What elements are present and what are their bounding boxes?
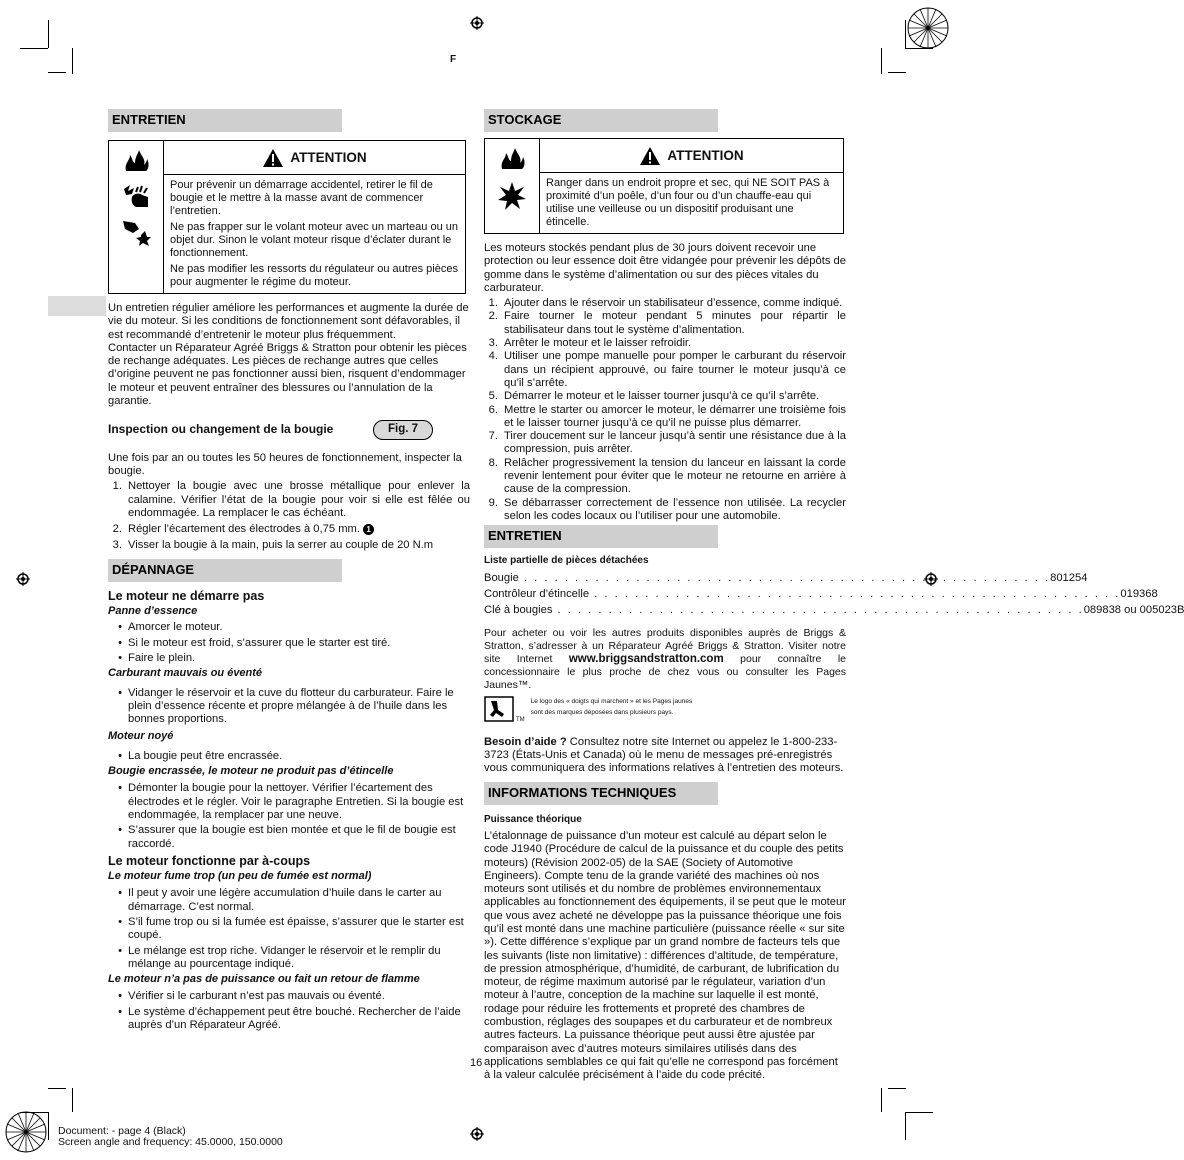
list-item: • S’assurer que la bougie est bien montée et que le fil de bougie est raccordé. <box>118 824 456 850</box>
inspection-heading-row <box>108 420 433 439</box>
list-item: 1. Ajouter dans le réservoir un stabilisateur d’essence, comme indiqué. <box>488 297 843 310</box>
bougie-list <box>108 782 470 850</box>
list-item: • Si le moteur est froid, s’assurer que le starter est tiré. <box>118 636 391 649</box>
crop-mark <box>881 1088 882 1112</box>
footer-doc-info: Document: - page 4 (Black) Screen angle and frequency: 45.0000, 150.0000 <box>58 1125 283 1148</box>
warning-icons <box>485 139 540 233</box>
list-item: • Il peut y avoir une légère accumulation d’huile dans le carter au démarrage. C’est normal. <box>118 887 442 913</box>
page-number: 16 <box>470 1057 483 1069</box>
list-item: 2. Régler l’écartement des électrodes à 0,75 mm. 1 <box>108 523 470 536</box>
crop-mark <box>881 48 882 74</box>
warning-icons <box>109 141 164 293</box>
entretien-heading: ENTRETIEN <box>108 109 342 132</box>
fig-7-badge: Fig. 7 <box>373 420 433 439</box>
list-item: • Amorcer le moteur. <box>118 621 223 634</box>
side-tab-marker <box>48 296 106 316</box>
list-item: 9. Se débarrasser correctement de l’essence non utilisée. La recycler selon les codes locaux ou l’utiliser pour une automobile. <box>488 496 846 522</box>
no-start-heading: Le moteur ne démarre pas <box>108 588 265 603</box>
crop-mark <box>888 1088 906 1089</box>
crop-mark <box>48 20 49 48</box>
parts-row: Contrôleur d’étincelle . . . . . . . . . . . . . . . . . . . . . . . . . . . . . . . . . . . . . . . . . . . . . . . . . . . . 019368 <box>484 587 1158 600</box>
inspection-text: Une fois par an ou toutes les 50 heures de fonctionnement, inspecter la bougie. <box>108 451 462 477</box>
list-item: 3. Visser la bougie à la main, puis la serrer au couple de 20 N.m <box>112 539 434 552</box>
website-link[interactable]: www.briggsandstratton.com <box>568 653 724 666</box>
parts-heading: Liste partielle de pièces détachées <box>484 555 649 567</box>
list-item: • Vidanger le réservoir et la cuve du flotteur du carburateur. Faire le plein d’essence récente et propre mélangée à de l’huile dans les bonnes proportions. <box>118 686 454 726</box>
power-list <box>108 990 470 1032</box>
yellow-pages-logo-row <box>484 696 846 727</box>
warning-body <box>164 141 465 293</box>
list-item: • La bougie peut être encrassée. <box>118 749 283 762</box>
crop-mark <box>48 1088 66 1089</box>
list-item: • Le mélange est trop riche. Vidanger le réservoir et le remplir du mélange au pourcentage indiqué. <box>118 944 441 970</box>
panne-heading: Panne d’essence <box>108 605 198 618</box>
list-item: 1. Nettoyer la bougie avec une brosse métallique pour enlever la calamine. Vérifier l’état de la bougie pour voir si elle est fêlée ou endommagée. La remplacer le cas échéant. <box>112 480 470 519</box>
list-item: • S’il fume trop ou si la fumée est épaisse, s’assurer que le starter est coupé. <box>118 915 464 942</box>
walking-fingers-logo-icon <box>484 696 514 722</box>
list-item: • Faire le plein. <box>118 651 196 664</box>
list-item: 4. Utiliser une pompe manuelle pour pomper le carburant du réservoir dans un récipient approuvé, ou faire tourner le moteur jusqu’à ce qu’il s’arrête. <box>488 350 846 389</box>
registration-target-icon <box>470 1127 484 1141</box>
buy-paragraph: Pour acheter ou voir les autres produits disponibles auprès de Briggs & Stratton, s’adresser à un Réparateur Agréé Briggs & Stratton. Visiter notre site Internet www.briggsandstratton.com pour connaître le concessionnaire le plus proche de chez vous ou consulter les Pages Jaunes™. <box>484 627 846 692</box>
warning-paragraph: Pour prévenir un démarrage accidentel, retirer le fil de bougie et le mettre à la masse avant de commencer l’entretien. <box>170 179 433 217</box>
flying-debris-icon <box>121 219 151 247</box>
warning-text <box>164 175 465 293</box>
warning-triangle-icon <box>262 148 284 168</box>
registration-target-icon <box>16 572 30 586</box>
list-item: 6. Mettre le starter ou amorcer le moteur, le démarrer une troisième fois et le laisser tourner jusqu’à ce qu’il ne puisse plus démarrer. <box>488 403 846 429</box>
registration-target-icon <box>470 16 484 30</box>
intro-paragraph: Contacter un Réparateur Agréé Briggs & Stratton pour obtenir les pièces de rechange adéquates. Les pièces de rechange autres que celles d’origine peuvent ne pas fonctionner aussi bien, risquent d’endommager le moteur et peuvent entraîner des blessures ou l’annulation de la garantie. <box>108 341 467 408</box>
warning-body <box>540 139 843 233</box>
help-paragraph: Besoin d’aide ? Consultez notre site Internet ou appelez le 1-800-233-3723 (États-Unis et Canada) où le menu de messages pré-enregistrés vous communiquera des informations relatives à l’entretien des moteurs. <box>484 735 844 775</box>
entretien-heading-right: ENTRETIEN <box>484 525 718 548</box>
warning-paragraph: Ne pas frapper sur le volant moteur avec un marteau ou un objet dur. Sinon le volant moteur risque d’éclater durant le fonctionnement. <box>170 221 458 259</box>
tm-mark: TM <box>516 717 525 724</box>
fire-icon <box>498 147 526 171</box>
info-heading: INFORMATIONS TECHNIQUES <box>484 782 718 805</box>
electric-shock-icon <box>122 183 150 209</box>
logo-note: Le logo des « doigts qui marchent » et les Pages jaunes sont des marques déposées dans plusieurs pays. <box>530 698 693 717</box>
crop-mark <box>20 48 48 49</box>
depannage-heading: DÉPANNAGE <box>108 559 342 582</box>
warning-triangle-icon <box>639 146 661 166</box>
warning-box <box>108 140 466 294</box>
warning-paragraph: Ranger dans un endroit propre et sec, qui NE SOIT PAS à proximité d’un poêle, d’un four ou d’un chauffe-eau qui utilise une veilleuse ou un dispositif produisant une étincelle. <box>546 177 830 228</box>
puissance-text: L’étalonnage de puissance d’un moteur est calculé au départ selon le code J1940 (Procédure de calcul de la puissance et du couple des petits moteurs) (Révision 2002-05) de la SAE (Society of Automotive Engineers). Compte tenu de la grande variété des machines où nos moteurs sont utilisés et du nombre de problèmes environnementaux applicables au fonctionnement des équipements, il se peut que le moteur que vous avez acheté ne développe pas la puissance théorique une fois qu’il est monté dans une machine particulière (puissance réelle « sur site »). Cette différence s’explique par un grand nombre de facteurs tels que les suivants (liste non limitative) : différences d’altitude, de température, de pression atmosphérique, d’humidité, de carburant, de lubrification du moteur, de régime maximum autorisé par le régulateur, variation d’un moteur à l’autre, conception de la machine sur laquelle il est monté, rodage pour réduire les frottements et propreté des chambres de combustion, réglages des soupapes et du carburateur et de nombreux autres facteurs. La puissance théorique peut aussi être ajustée par comparaison avec d’autres moteurs similaires utilisés dans des applications semblables ce qui fait qu’elle ne correspond pas forcément à la valeur calculée précisément à l’aide du code précité. <box>484 829 846 1082</box>
right-column <box>484 109 1184 1083</box>
list-item: • Le système d’échappement peut être bouché. Rechercher de l’aide auprès d’un Réparateur Agréé. <box>118 1005 461 1032</box>
fire-icon <box>122 149 150 173</box>
explosion-icon <box>497 181 527 211</box>
left-column <box>108 109 470 1034</box>
noye-heading: Moteur noyé <box>108 730 174 743</box>
warning-box <box>484 138 844 234</box>
crop-mark <box>48 72 66 73</box>
list-item: 5. Démarrer le moteur et le laisser tourner jusqu’à ce qu’il s’arrête. <box>488 390 820 403</box>
noye-list <box>108 750 470 763</box>
parts-list <box>484 571 1184 618</box>
bougie-heading: Bougie encrassée, le moteur ne produit pas d’étincelle <box>108 765 394 778</box>
crop-mark <box>888 72 906 73</box>
warning-title-text: ATTENTION <box>290 149 367 165</box>
list-item: 2. Faire tourner le moteur pendant 5 minutes pour répartir le stabilisateur dans tout le système d’alimentation. <box>488 310 846 336</box>
list-item: • Démonter la bougie pour la nettoyer. Vérifier l’écartement des électrodes et le régler. Voir le paragraphe Entretien. Si la bougie est endommagée, la remplacer par une neuve. <box>118 782 464 821</box>
warning-title <box>540 139 843 173</box>
stockage-intro: Les moteurs stockés pendant plus de 30 jours doivent recevoir une protection ou leur essence doit être vidangée pour prévenir les dépôts de gomme dans le système d’alimentation ou sur des pièces vitales du carburateur. <box>484 242 846 294</box>
stockage-steps <box>484 297 846 523</box>
intro-paragraph: Un entretien régulier améliore les performances et augmente la durée de vie du moteur. Si les conditions de fonctionnement sont défavorables, il est recommandé d’entretenir le moteur plus fréquemment. <box>108 302 469 341</box>
warning-text <box>540 173 843 233</box>
list-item: 8. Relâcher progressivement la tension du lanceur en laissant la corde revenir lentement pour éviter que le moteur ne retourne en arrière à cause de la compression. <box>488 456 846 496</box>
stockage-heading: STOCKAGE <box>484 109 718 132</box>
carb-heading: Carburant mauvais ou éventé <box>108 667 263 680</box>
starburst-target-icon <box>906 6 950 50</box>
callout-1-icon: 1 <box>363 524 374 535</box>
list-item: 7. Tirer doucement sur le lanceur jusqu’à sentir une résistance due à la compression, puis arrêter. <box>488 430 846 456</box>
carb-list <box>108 687 470 727</box>
list-item: 3. Arrêter le moteur et le laisser refroidir. <box>488 337 692 350</box>
starburst-target-icon <box>4 1110 48 1154</box>
list-item: • Vérifier si le carburant n’est pas mauvais ou éventé. <box>118 990 385 1003</box>
power-heading: Le moteur n’a pas de puissance ou fait un retour de flamme <box>108 973 420 986</box>
crop-mark <box>905 1112 933 1113</box>
inspection-heading: Inspection ou changement de la bougie <box>108 422 334 437</box>
warning-paragraph: Ne pas modifier les ressorts du régulateur ou autres pièces pour augmenter le régime du moteur. <box>170 263 458 288</box>
language-tag: F <box>450 54 457 65</box>
warning-title <box>164 141 465 175</box>
parts-row: Clé à bougies . . . . . . . . . . . . . . . . . . . . . . . . . . . . . . . . . . . . . . . . . . . . . . . . . . . . 089838 ou 005023B <box>484 604 1184 617</box>
fume-heading: Le moteur fume trop (un peu de fumée est normal) <box>108 870 372 883</box>
crop-mark <box>72 48 73 74</box>
warning-title-text: ATTENTION <box>667 147 744 163</box>
parts-row: Bougie . . . . . . . . . . . . . . . . . . . . . . . . . . . . . . . . . . . . . . . . . . . . . . . . . . . . 801254 <box>484 571 1088 584</box>
rough-heading: Le moteur fonctionne par à-coups <box>108 853 311 868</box>
crop-mark <box>48 1112 49 1140</box>
panne-list <box>108 621 470 665</box>
fume-list <box>108 887 470 971</box>
crop-mark <box>72 1088 73 1112</box>
inspection-steps <box>108 480 470 552</box>
crop-mark <box>905 1112 906 1140</box>
puissance-heading: Puissance théorique <box>484 813 582 825</box>
